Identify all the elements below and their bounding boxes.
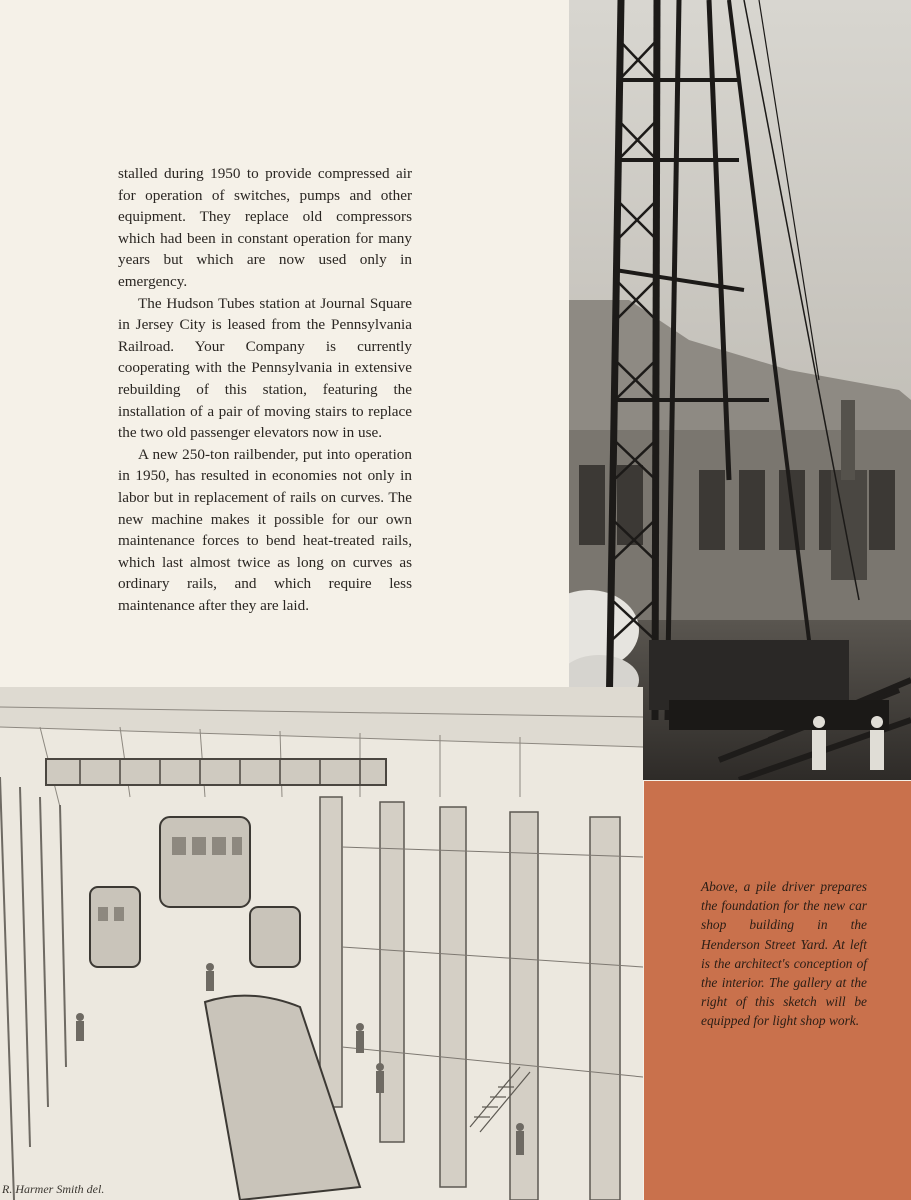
article-paragraph-3: A new 250-ton railbender, put into operation in 1950, has resulted in economies not only in labor but in replacement of rails on curves. The new machine makes it possible for our own maintenance forces to bend heat-treated rails, which last almost twice as long on curves as ordinary rails, and which require less maintenance after they are laid. (118, 445, 412, 614)
article-paragraph-1: stalled during 1950 to provide compressed air for operation of switches, pumps and other equipment. They replace old compressors which had been in constant operation for many years but which are now used only in emergency. (118, 165, 412, 290)
car-shop-interior-sketch (0, 687, 643, 1200)
article-paragraph-2: The Hudson Tubes station at Journal Square in Jersey City is leased from the Pennsylvania Railroad. Your Company is currently cooperating with the Pennsylvania in extensive rebuilding of this station, featuring the installation of a pair of moving stairs to replace the two old passenger elevators now in use. (118, 294, 412, 442)
pile-driver-photo (569, 0, 911, 780)
pile-driver-photo-image (569, 0, 911, 780)
article-body (118, 163, 412, 616)
caption-panel (644, 781, 911, 1200)
photo-caption: Above, a pile driver prepares the foundation for the new car shop building in the Henderson Street Yard. At left is the architect's conception of the interior. The gallery at the right of this sketch will be equipped for light shop work. (701, 879, 867, 1029)
artist-signature: R. Harmer Smith del. (2, 1182, 105, 1196)
car-shop-sketch-image (0, 687, 643, 1200)
